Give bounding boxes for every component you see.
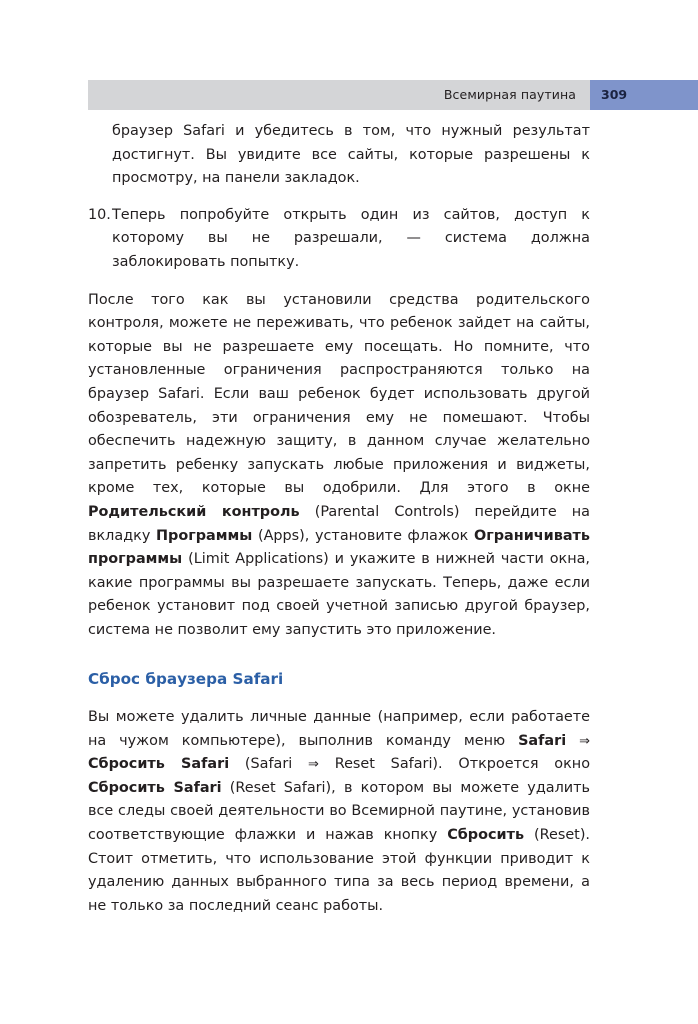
list-item-continuation: браузер Safari и убедитесь в том, что нужный результат достигнут. Вы увидите все сайты, которые разрешены к просмотру, на панели закладок. (112, 123, 590, 187)
list-item-text: Теперь попробуйте открыть один из сайтов, доступ к которому вы не разрешали, — система должна заблокировать попытку. (112, 206, 590, 270)
ui-term-parental-controls: Родительский контроль (88, 503, 300, 520)
list-item-number: 10. (88, 206, 111, 223)
menu-arrow-icon: ⇒ (308, 757, 319, 773)
list-item-10 (88, 204, 590, 275)
text-run: После того как вы установили средства родительского контроля, можете не переживать, что ребенок зайдет на сайты, которые вы не разрешаете ему посещать. Но помните, что установленные ограничения распространяются только на браузер Safari. Если ваш ребенок будет использовать другой обозреватель, эти ограничения ему не помешают. Чтобы обеспечить надежную защиту, в данном случае желательно запретить ребенку запускать любые приложения и виджеты, кроме тех, которые вы одобрили. Для этого в окне (88, 291, 590, 497)
running-header (88, 80, 590, 110)
ui-term-limit-applications: Ограничивать программы (88, 527, 590, 568)
text-run: (Apps), установите флажок (252, 527, 474, 544)
text-run: Вы можете удалить личные данные (например, если работаете на чужом компьютере), выполнив команду меню (88, 709, 590, 749)
text-run: (Parental Controls) перейдите на вкладку (88, 503, 590, 544)
page-number-tab (590, 80, 698, 110)
ui-term-reset-safari-window: Сбросить Safari (88, 779, 222, 796)
section-heading: Сброс браузера Safari (88, 670, 284, 689)
ui-term-apps-tab: Программы (156, 527, 253, 544)
ui-term-reset-safari: Сбросить Safari (88, 756, 230, 773)
page-body (88, 120, 590, 918)
page-number: 309 (601, 87, 628, 102)
ui-term-safari-menu: Safari (518, 732, 567, 749)
text-run: (Limit Applications) и укажите в нижней части окна, какие программы вы разрешаете запускать. Теперь, даже если ребенок установит под своей учетной записью другой браузер, система не позволит ему запустить это приложение. (88, 551, 590, 638)
running-header-title: Всемирная паутина (443, 87, 576, 102)
ui-term-reset-button: Сбросить (447, 827, 525, 844)
paragraph-parental-controls (88, 289, 590, 643)
menu-arrow-icon: ⇒ (579, 733, 590, 749)
text-run: (Reset). Стоит отметить, что использование этой функции приводит к удалению данных выбранного типа за весь период времени, а не только за последний сеанс работы. (88, 827, 591, 914)
text-run: (Reset Safari), в котором вы можете удалить все следы своей деятельности во Всемирной паутине, установив соответствующие флажки и нажав кнопку (88, 779, 591, 844)
text-run: Reset Safari). Откроется окно (318, 756, 591, 773)
text-run: (Safari (229, 756, 309, 773)
paragraph-reset-safari (88, 706, 590, 918)
